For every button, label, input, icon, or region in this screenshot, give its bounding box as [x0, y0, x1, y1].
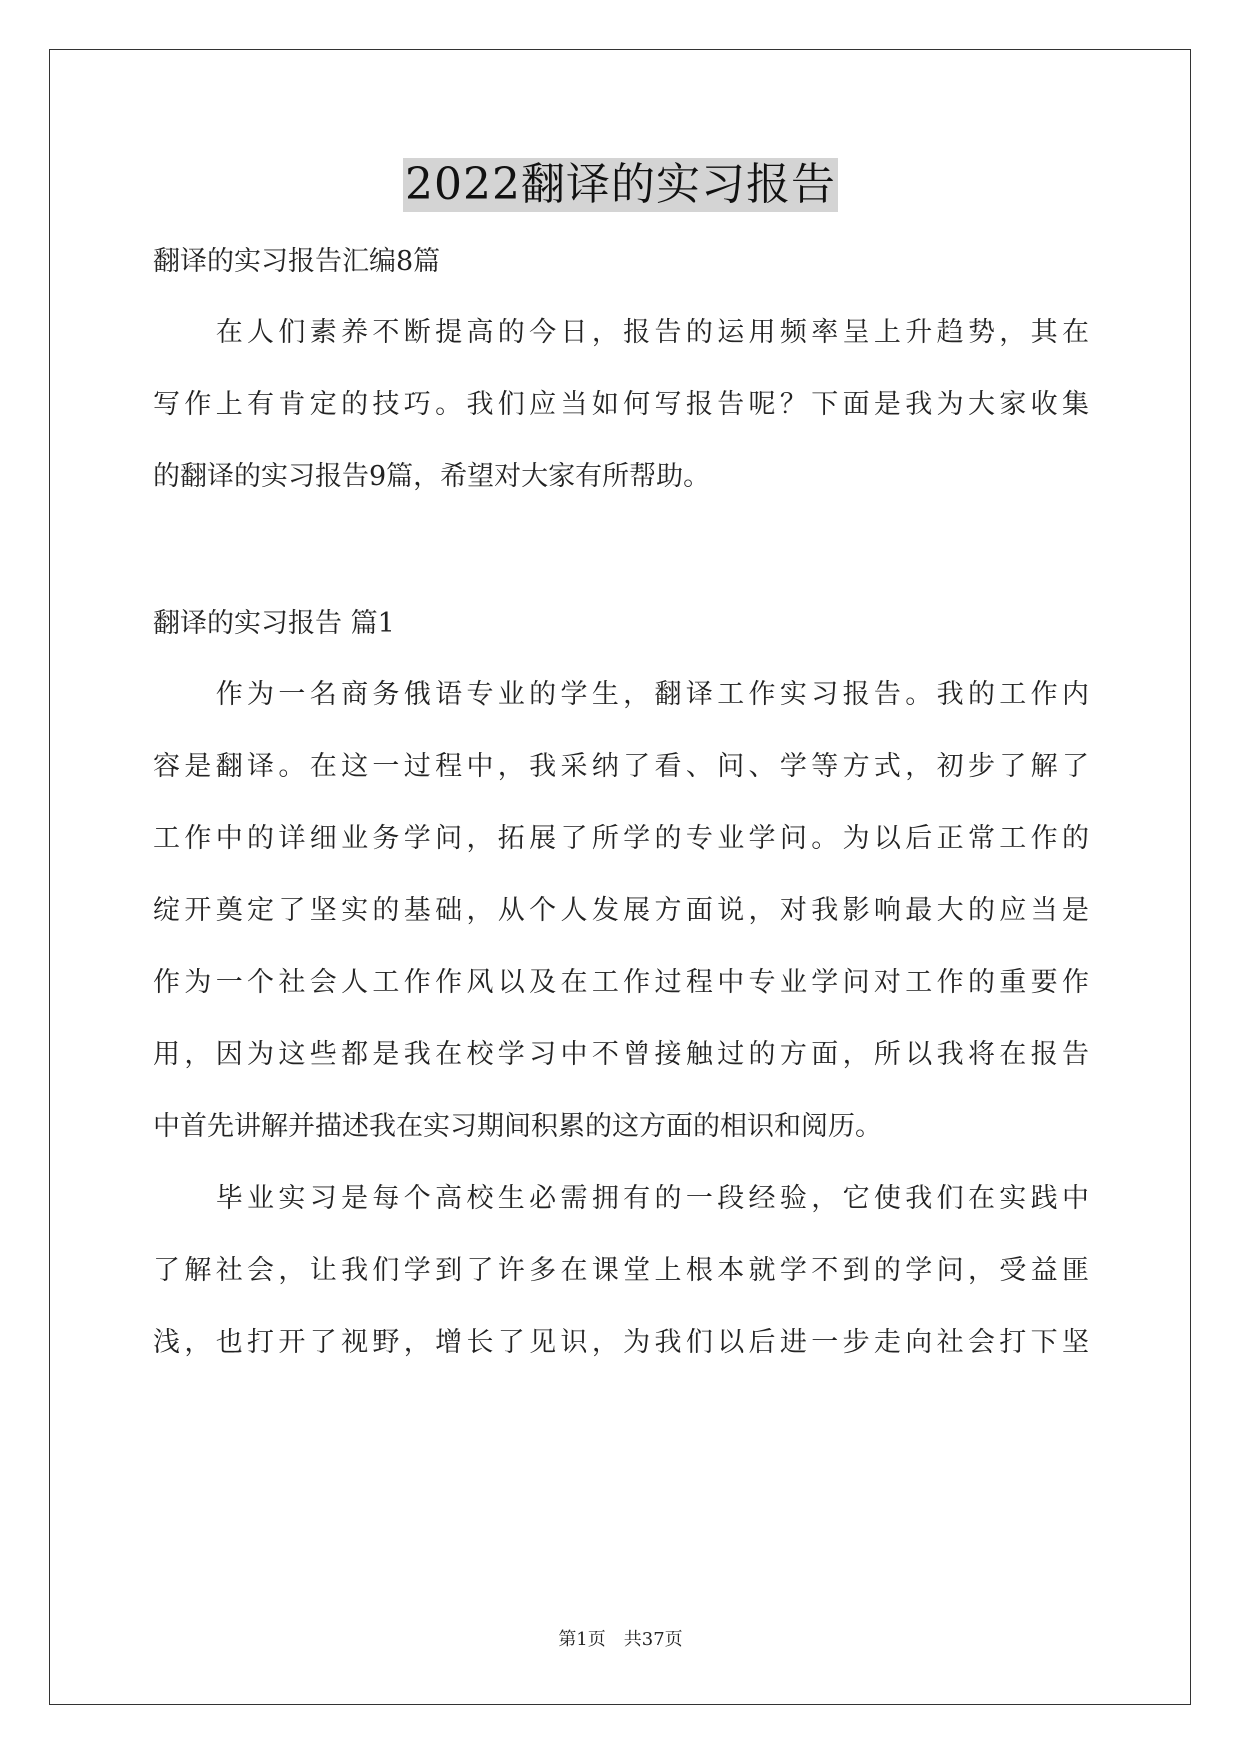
body-line: 容是翻译。在这一过程中，我采纳了看、问、学等方式，初步了解了 — [153, 751, 1089, 782]
body-line: 中首先讲解并描述我在实习期间积累的这方面的相识和阅历。 — [153, 1111, 882, 1142]
body-line: 作为一个社会人工作作风以及在工作过程中专业学问对工作的重要作 — [153, 967, 1089, 998]
body-line: 了解社会，让我们学到了许多在课堂上根本就学不到的学问，受益匪 — [153, 1255, 1089, 1286]
body-line: 浅，也打开了视野，增长了见识，为我们以后进一步走向社会打下坚 — [153, 1327, 1089, 1358]
intro-line: 在人们素养不断提高的今日，报告的运用频率呈上升趋势，其在 — [153, 317, 1089, 348]
intro-line: 的翻译的实习报告9篇，希望对大家有所帮助。 — [153, 461, 711, 492]
document-title: 2022翻译的实习报告 — [405, 159, 836, 210]
body-line: 绽开奠定了坚实的基础，从个人发展方面说，对我影响最大的应当是 — [153, 895, 1089, 926]
page-footer: 第1页 共37页 — [558, 1629, 683, 1650]
intro-line: 写作上有肯定的技巧。我们应当如何写报告呢？下面是我为大家收集 — [153, 389, 1089, 420]
body-line: 作为一名商务俄语专业的学生，翻译工作实习报告。我的工作内 — [153, 679, 1089, 710]
title-container — [0, 158, 1241, 212]
body-line: 毕业实习是每个高校生必需拥有的一段经验，它使我们在实践中 — [153, 1183, 1089, 1214]
page-border — [49, 49, 1191, 1705]
body-line: 工作中的详细业务学问，拓展了所学的专业学问。为以后正常工作的 — [153, 823, 1089, 854]
body-line: 用，因为这些都是我在校学习中不曾接触过的方面，所以我将在报告 — [153, 1039, 1089, 1070]
document-subtitle: 翻译的实习报告汇编8篇 — [153, 246, 441, 277]
section-heading: 翻译的实习报告 篇1 — [153, 608, 395, 639]
